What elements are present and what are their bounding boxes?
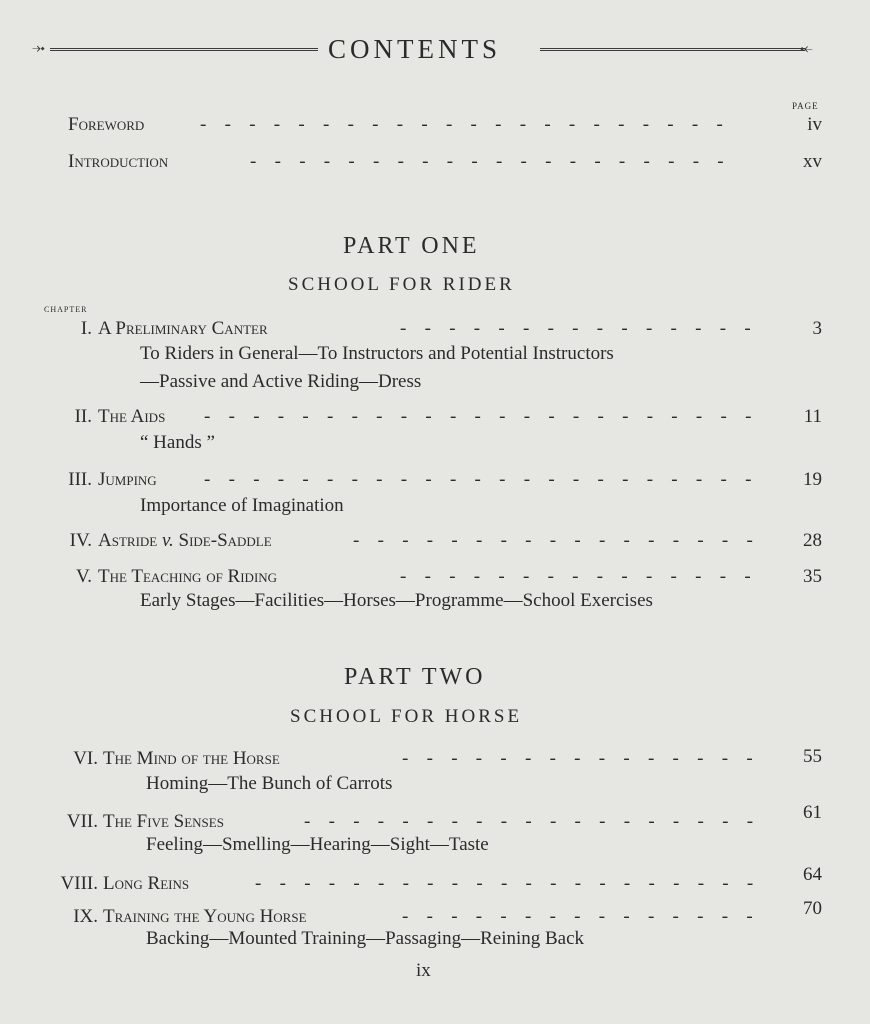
leader-dots: - - - - - - - - - - - - - - - - - - - - - - - <box>204 469 752 490</box>
leader-dots: - - - - - - - - - - - - - - - - - - - - - <box>255 873 754 894</box>
chapter-description: “ Hands ” <box>140 432 215 453</box>
chapter-description: Importance of Imagination <box>140 495 344 516</box>
page-number-chapter-8: 64 <box>803 864 822 885</box>
left-ornament-icon: ⤞ <box>32 38 45 57</box>
toc-entry-foreword[interactable]: Foreword <box>68 114 145 135</box>
chapter-description: Early Stages—Facilities—Horses—Programme—School Exercises <box>140 590 653 611</box>
chapter-number: VI. <box>73 748 98 769</box>
page-number-chapter-9: 70 <box>803 898 822 919</box>
page-number-introduction: xv <box>803 151 822 172</box>
toc-entry-chapter-1[interactable]: A Preliminary Canter <box>98 318 268 339</box>
page-number-chapter-7: 61 <box>803 802 822 823</box>
right-ornament-icon: ⤝ <box>800 38 813 57</box>
page-number-chapter-3: 19 <box>803 469 822 490</box>
part-two-subtitle: SCHOOL FOR HORSE <box>290 706 523 727</box>
chapter-description: Feeling—Smelling—Hearing—Sight—Taste <box>146 834 489 855</box>
part-two-title: PART TWO <box>344 664 486 690</box>
toc-entry-chapter-6[interactable]: The Mind of the Horse <box>103 748 280 769</box>
chapter-number: I. <box>80 318 92 339</box>
leader-dots: - - - - - - - - - - - - - - - - - - - - - - - <box>204 406 752 427</box>
chapter-number: III. <box>68 469 92 490</box>
leader-dots: - - - - - - - - - - - - - - - <box>402 748 753 769</box>
leader-dots: - - - - - - - - - - - - - - - - - - - - <box>250 151 724 172</box>
page-number-chapter-2: 11 <box>803 406 822 427</box>
toc-entry-chapter-8[interactable]: Long Reins <box>103 873 190 894</box>
part-one-title: PART ONE <box>343 233 480 259</box>
page-title: CONTENTS <box>328 34 501 64</box>
part-one-subtitle: SCHOOL FOR RIDER <box>288 274 515 295</box>
page-number-chapter-5: 35 <box>803 566 822 587</box>
chapter-number: II. <box>74 406 92 427</box>
leader-dots: - - - - - - - - - - - - - - - - - - - <box>304 811 754 832</box>
leader-dots: - - - - - - - - - - - - - - - <box>402 906 753 927</box>
page-column-label: PAGE <box>792 101 819 111</box>
header-rule-right <box>540 48 805 51</box>
page-number-chapter-1: 3 <box>812 318 822 339</box>
page-number-foreword: iv <box>807 114 822 135</box>
toc-entry-chapter-5[interactable]: The Teaching of Riding <box>98 566 278 587</box>
toc-entry-chapter-7[interactable]: The Five Senses <box>103 811 224 832</box>
leader-dots: - - - - - - - - - - - - - - - - - <box>353 530 753 551</box>
chapter-number: IX. <box>73 906 98 927</box>
folio-page-number: ix <box>416 960 431 981</box>
leader-dots: - - - - - - - - - - - - - - - <box>400 318 751 339</box>
header-rule-left <box>50 48 318 51</box>
toc-entry-chapter-2[interactable]: The Aids <box>98 406 166 427</box>
chapter-column-label: CHAPTER <box>44 305 88 314</box>
toc-entry-chapter-4[interactable]: Astride v. Side-Saddle <box>98 530 272 551</box>
chapter-description: Homing—The Bunch of Carrots <box>146 773 393 794</box>
leader-dots: - - - - - - - - - - - - - - - - - - - - - - <box>200 114 723 135</box>
chapter-description: —Passive and Active Riding—Dress <box>140 371 422 392</box>
chapter-number: VII. <box>66 811 98 832</box>
toc-entry-chapter-9[interactable]: Training the Young Horse <box>103 906 307 927</box>
toc-entry-chapter-3[interactable]: Jumping <box>98 469 157 490</box>
chapter-description: Backing—Mounted Training—Passaging—Reining Back <box>146 928 585 949</box>
chapter-description: To Riders in General—To Instructors and Potential Instructors <box>140 343 614 364</box>
chapter-number: V. <box>75 566 92 587</box>
page-number-chapter-6: 55 <box>803 746 822 767</box>
toc-entry-introduction[interactable]: Introduction <box>68 151 169 172</box>
leader-dots: - - - - - - - - - - - - - - - <box>400 566 751 587</box>
page-number-chapter-4: 28 <box>803 530 822 551</box>
chapter-number: VIII. <box>60 873 98 894</box>
chapter-number: IV. <box>69 530 92 551</box>
